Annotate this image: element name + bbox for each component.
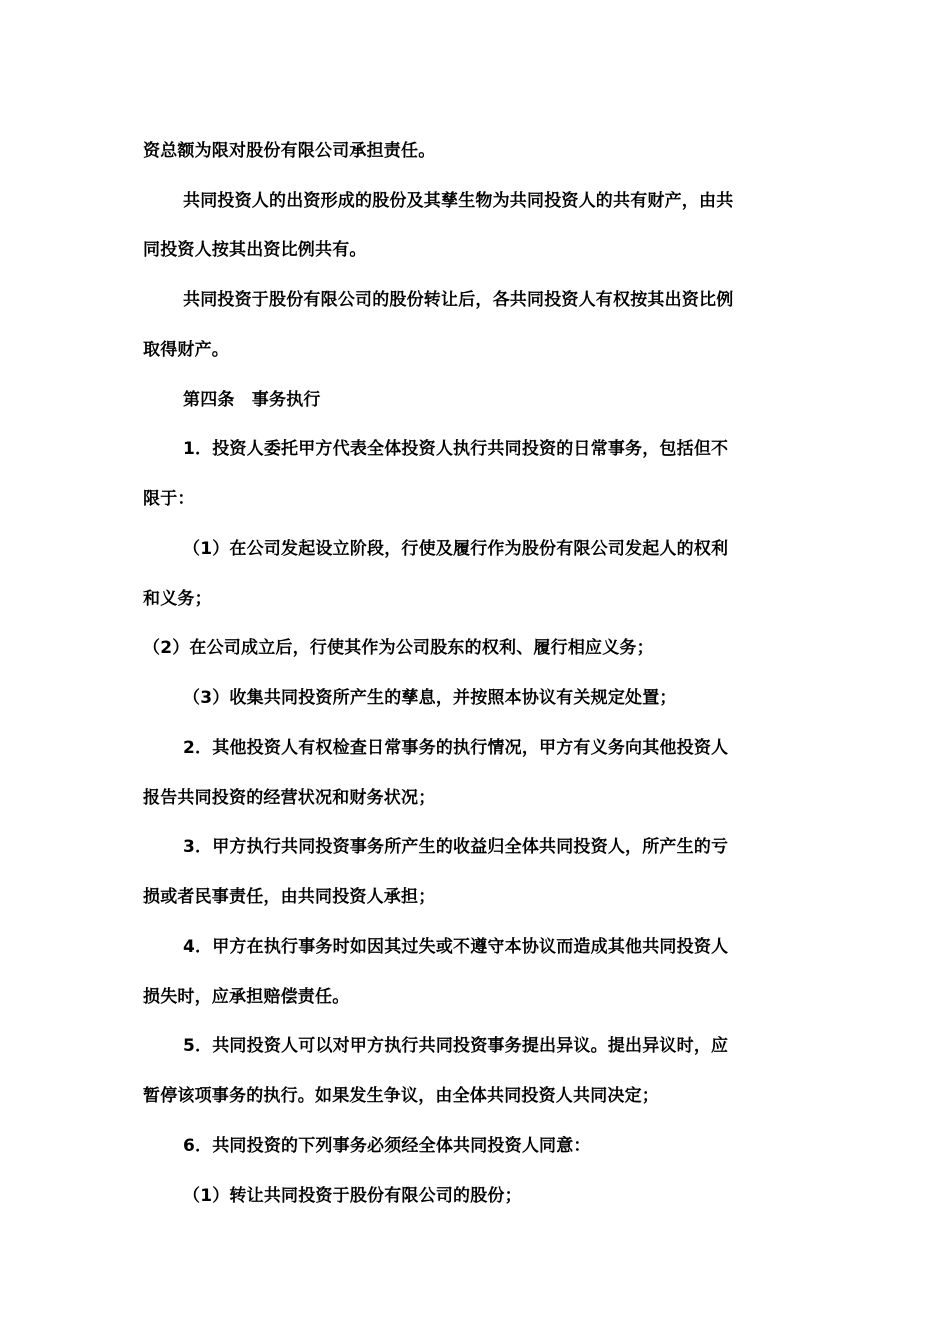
paragraph-line: 限于： (143, 489, 195, 509)
paragraph-line: 取得财产。 (143, 340, 229, 360)
paragraph-line: 暂停该项事务的执行。如果发生争议，由全体共同投资人共同决定； (143, 1086, 659, 1106)
list-item: 4．甲方在执行事务时如因其过失或不遵守本协议而造成其他共同投资人 (183, 937, 729, 957)
list-item: 3．甲方执行共同投资事务所产生的收益归全体共同投资人，所产生的亏 (183, 837, 729, 857)
sub-list-item: （1）转让共同投资于股份有限公司的股份； (183, 1186, 522, 1206)
list-item: 2．其他投资人有权检查日常事务的执行情况，甲方有义务向其他投资人 (183, 738, 729, 758)
list-item: 6．共同投资的下列事务必须经全体共同投资人同意： (183, 1136, 591, 1156)
paragraph-line: 损或者民事责任，由共同投资人承担； (143, 887, 436, 907)
list-item: 5．共同投资人可以对甲方执行共同投资事务提出异议。提出异议时，应 (183, 1036, 729, 1056)
paragraph-line: 资总额为限对股份有限公司承担责任。 (143, 141, 436, 161)
paragraph-line: 共同投资人的出资形成的股份及其孳生物为共同投资人的共有财产，由共 (183, 191, 734, 211)
list-item: 1．投资人委托甲方代表全体投资人执行共同投资的日常事务，包括但不 (183, 439, 729, 459)
paragraph-line: 损失时，应承担赔偿责任。 (143, 987, 350, 1007)
sub-list-item: （3）收集共同投资所产生的孳息，并按照本协议有关规定处置； (183, 688, 677, 708)
paragraph-line: 共同投资于股份有限公司的股份转让后，各共同投资人有权按其出资比例 (183, 290, 734, 310)
sub-list-item: （1）在公司发起设立阶段，行使及履行作为股份有限公司发起人的权利 (183, 539, 729, 559)
paragraph-line: 和义务； (143, 589, 212, 609)
paragraph-line: 同投资人按其出资比例共有。 (143, 240, 367, 260)
sub-list-item: （2）在公司成立后，行使其作为公司股东的权利、履行相应义务； (143, 638, 654, 658)
paragraph-line: 报告共同投资的经营状况和财务状况； (143, 788, 436, 808)
section-heading: 第四条 事务执行 (183, 390, 321, 410)
